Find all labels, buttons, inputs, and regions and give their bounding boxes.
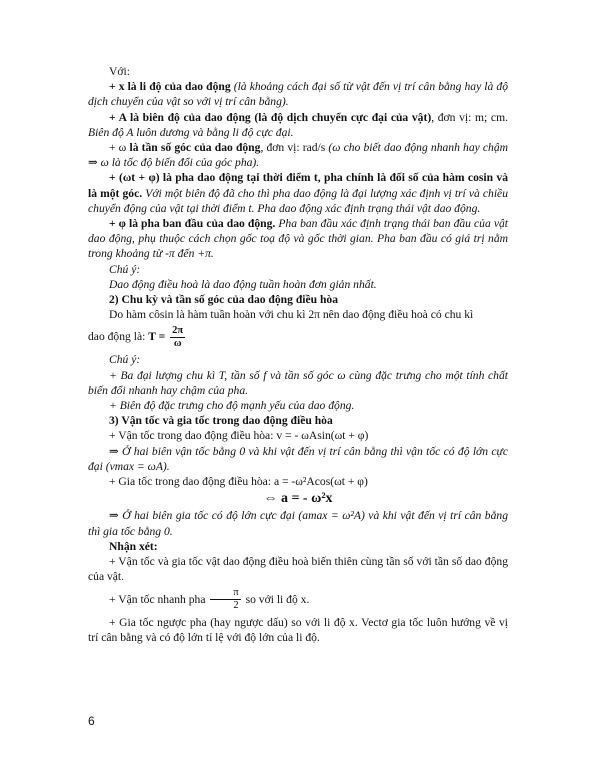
note-amplitude: + Biên độ đặc trưng cho độ mạnh yếu của dao động. xyxy=(109,399,355,413)
chu-y-label-2: Chú ý: xyxy=(109,353,141,367)
omega-unit: , đơn vị: rad/s xyxy=(260,141,329,155)
initial-phase-term: + φ là pha ban đầu của dao động. xyxy=(109,217,276,231)
period-intro: dao động là: xyxy=(88,330,149,344)
page-number: 6 xyxy=(88,714,95,728)
phase-definition xyxy=(88,170,508,216)
section-2-heading: 2) Chu kỳ và tần số góc của dao động điều hòa xyxy=(109,293,339,307)
remark-2 xyxy=(88,585,508,615)
note-three-quantities: + Ba đại lượng chu kì T, tần số f và tần số góc ω cùng đặc trưng cho một tính chất biến đổi nhanh hay chậm của pha. xyxy=(88,368,508,397)
period-T: T = xyxy=(148,330,169,344)
acceleration-equation: ⇔ a = - ω²x xyxy=(263,491,333,507)
initial-phase-note: Pha ban đầu xác định trạng thái ban đầu của vật dao động, phụ thuộc cách chọn gốc toạ độ và gốc thời gian. Pha ban đầu có giá trị nằm trong khoảng từ -π đến +π. xyxy=(88,217,508,261)
velocity-note: ⇒ Ở hai biên vận tốc bằng 0 và khi vật đến vị trí cân bằng thì vận tốc có độ lớn cực đại (vmax = ωA). xyxy=(88,444,508,473)
initial-phase-definition xyxy=(88,216,508,262)
amplitude-definition xyxy=(88,110,508,140)
velocity-formula: + Vận tốc trong dao động điều hòa: v = - ωAsin(ωt + φ) xyxy=(109,429,369,443)
pi-over-2-fraction xyxy=(210,587,240,612)
remark-2-post: so với li độ x. xyxy=(242,592,310,606)
x-definition xyxy=(88,79,508,109)
x-explanation: (là khoảng cách đại số từ vật đến vị trí cân bằng hay là độ dịch chuyển của vật so với vị trí cân bằng). xyxy=(88,80,508,109)
remarks-heading: Nhận xét: xyxy=(109,539,158,553)
phase-term: + (ωt + φ) là pha dao động tại thời điểm t, pha chính là đối số của hàm cosin và là một góc. xyxy=(88,171,508,200)
amplitude-term: + A là biên độ của dao động (là độ dịch chuyển cực đại của vật) xyxy=(109,110,432,124)
amplitude-note: Biên độ A luôn dương và bằng li độ cực đại. xyxy=(88,125,294,139)
cos-period-text: Do hàm côsin là hàm tuần hoàn với chu kì 2π nên dao động điều hoà có chu kì xyxy=(109,308,474,322)
page-content xyxy=(88,64,508,645)
period-formula-line xyxy=(88,322,508,352)
omega-note: (ω cho biết dao động nhanh hay chậm ⇒ ω là tốc độ biến đổi của góc pha). xyxy=(88,141,509,170)
omega-symbol: + ω xyxy=(109,141,130,155)
period-fraction xyxy=(170,325,185,350)
period-numerator: 2π xyxy=(172,325,184,337)
omega-definition xyxy=(88,140,508,170)
acceleration-formula: + Gia tốc trong dao động điều hòa: a = -ω²Acos(ωt + φ) xyxy=(109,475,368,489)
remark-3: + Gia tốc ngược pha (hay ngược dấu) so với li độ x. Vectơ gia tốc luôn hướng về vị trí cân bằng và có độ lớn tỉ lệ với độ lớn của li độ. xyxy=(88,615,508,644)
omega-term: là tần số góc của dao động xyxy=(129,141,261,155)
acceleration-note: ⇒ Ở hai biên gia tốc có độ lớn cực đại (amax = ω²A) và khi vật đến vị trí cân bằng thì gia tốc bằng 0. xyxy=(88,509,508,538)
chu-y-label-1: Chú ý: xyxy=(109,262,141,276)
period-denominator: ω xyxy=(173,338,182,350)
pi-numerator: π xyxy=(210,587,240,600)
two-denominator: 2 xyxy=(233,600,239,612)
voi-line: Với: xyxy=(109,65,130,78)
x-term: + x là li độ của dao động xyxy=(109,80,231,94)
remark-1: + Vận tốc và gia tốc vật dao động điều hoà biến thiên cùng tần số với tần số dao động của vật. xyxy=(88,555,508,584)
remark-2-pre: + Vận tốc nhanh pha xyxy=(109,592,209,606)
amplitude-unit: , đơn vị: m; cm. xyxy=(431,110,508,124)
phase-note: Với một biên độ đã cho thì pha dao động là đại lượng xác định vị trí và chiều chuyển động của vật tại thời điểm t. Pha dao động xác định trạng thái vật dao động. xyxy=(88,186,508,215)
section-3-heading: 3) Vận tốc và gia tốc trong dao động điều hòa xyxy=(109,414,333,428)
note-simple-oscillation: Dao động điều hoà là dao động tuần hoàn đơn giản nhất. xyxy=(109,277,377,291)
